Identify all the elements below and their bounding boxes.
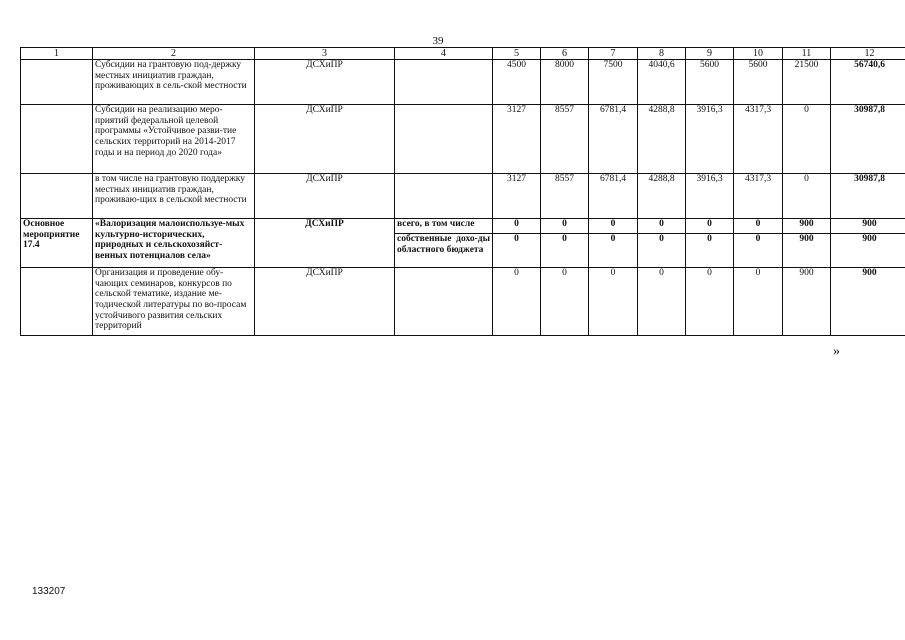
table-row (21, 268, 905, 336)
closing-quote: » (833, 344, 840, 359)
value-cell: 4288,8 (638, 105, 686, 174)
column-header: 10 (734, 48, 783, 60)
value-cell: 3916,3 (686, 174, 734, 219)
column-header: 1 (21, 48, 93, 60)
table-row (21, 174, 905, 219)
column-header: 5 (493, 48, 541, 60)
value-cell: 5600 (734, 60, 783, 105)
row-description: Субсидии на грантовую под-держку местных инициатив граждан, проживающих в сель-ской местности (93, 60, 255, 105)
total-cell: 900 (831, 219, 905, 234)
value-cell: 0 (541, 219, 589, 234)
funding-source: собственные дохо-ды областного бюджета (395, 234, 493, 268)
page-number: 39 (432, 35, 444, 47)
value-cell: 0 (686, 268, 734, 336)
column-header: 4 (395, 48, 493, 60)
value-cell: 8557 (541, 105, 589, 174)
executor-cell: ДСХиПР (255, 60, 395, 105)
event-label-cell (21, 105, 93, 174)
main-event-label: Основное мероприятие 17.4 (21, 219, 93, 268)
column-header: 3 (255, 48, 395, 60)
value-cell: 0 (541, 268, 589, 336)
value-cell: 4040,6 (638, 60, 686, 105)
row-description: в том числе на грантовую поддержку местных инициатив граждан, проживаю-щих в сельской местности (93, 174, 255, 219)
column-header: 6 (541, 48, 589, 60)
column-header: 2 (93, 48, 255, 60)
executor-cell: ДСХиПР (255, 174, 395, 219)
document-code: 133207 (32, 586, 66, 597)
total-cell: 30987,8 (831, 105, 905, 174)
total-cell: 56740,6 (831, 60, 905, 105)
table-row (21, 60, 905, 105)
value-cell: 7500 (589, 60, 638, 105)
value-cell: 5600 (686, 60, 734, 105)
source-cell (395, 60, 493, 105)
executor-cell: ДСХиПР (255, 268, 395, 336)
funding-source: всего, в том числе (395, 219, 493, 234)
value-cell: 4500 (493, 60, 541, 105)
table-row (21, 105, 905, 174)
value-cell: 0 (493, 234, 541, 268)
executor-cell: ДСХиПР (255, 105, 395, 174)
value-cell: 0 (783, 174, 831, 219)
total-cell: 900 (831, 234, 905, 268)
event-label-cell (21, 60, 93, 105)
value-cell: 0 (638, 219, 686, 234)
value-cell: 0 (638, 268, 686, 336)
value-cell: 0 (686, 219, 734, 234)
column-header: 9 (686, 48, 734, 60)
value-cell: 6781,4 (589, 174, 638, 219)
table-row (21, 219, 905, 234)
value-cell: 0 (493, 268, 541, 336)
value-cell: 0 (589, 219, 638, 234)
value-cell: 0 (493, 219, 541, 234)
column-header: 7 (589, 48, 638, 60)
value-cell: 8557 (541, 174, 589, 219)
executor-cell: ДСХиПР (255, 219, 395, 268)
value-cell: 21500 (783, 60, 831, 105)
total-cell: 900 (831, 268, 905, 336)
value-cell: 3916,3 (686, 105, 734, 174)
value-cell: 0 (686, 234, 734, 268)
value-cell: 6781,4 (589, 105, 638, 174)
value-cell: 3127 (493, 174, 541, 219)
value-cell: 0 (734, 268, 783, 336)
value-cell: 0 (589, 234, 638, 268)
column-header: 11 (783, 48, 831, 60)
column-header: 8 (638, 48, 686, 60)
value-cell: 3127 (493, 105, 541, 174)
event-label-cell (21, 268, 93, 336)
source-cell (395, 174, 493, 219)
value-cell: 4288,8 (638, 174, 686, 219)
value-cell: 4317,3 (734, 105, 783, 174)
value-cell: 0 (734, 219, 783, 234)
row-description: Организация и проведение обу-чающих семинаров, конкурсов по сельской тематике, издание ме-тодической литературы по во-просам устойчивого развития сельских территорий (93, 268, 255, 336)
main-event-description: «Валоризация малоиспользуе-мых культурно-исторических, природных и сельскохозяйст-венных потенциалов села» (93, 219, 255, 268)
value-cell: 900 (783, 234, 831, 268)
column-number-row (21, 48, 905, 60)
total-cell: 30987,8 (831, 174, 905, 219)
value-cell: 8000 (541, 60, 589, 105)
source-cell (395, 105, 493, 174)
value-cell: 900 (783, 268, 831, 336)
source-cell (395, 268, 493, 336)
event-label-cell (21, 174, 93, 219)
value-cell: 0 (638, 234, 686, 268)
row-description: Субсидии на реализацию меро-приятий федеральной целевой программы «Устойчивое разви-тие сельских территорий на 2014-2017 годы и на период до 2020 года» (93, 105, 255, 174)
value-cell: 4317,3 (734, 174, 783, 219)
value-cell: 0 (589, 268, 638, 336)
value-cell: 900 (783, 219, 831, 234)
value-cell: 0 (541, 234, 589, 268)
column-header: 12 (831, 48, 905, 60)
value-cell: 0 (734, 234, 783, 268)
budget-table (20, 47, 905, 336)
value-cell: 0 (783, 105, 831, 174)
